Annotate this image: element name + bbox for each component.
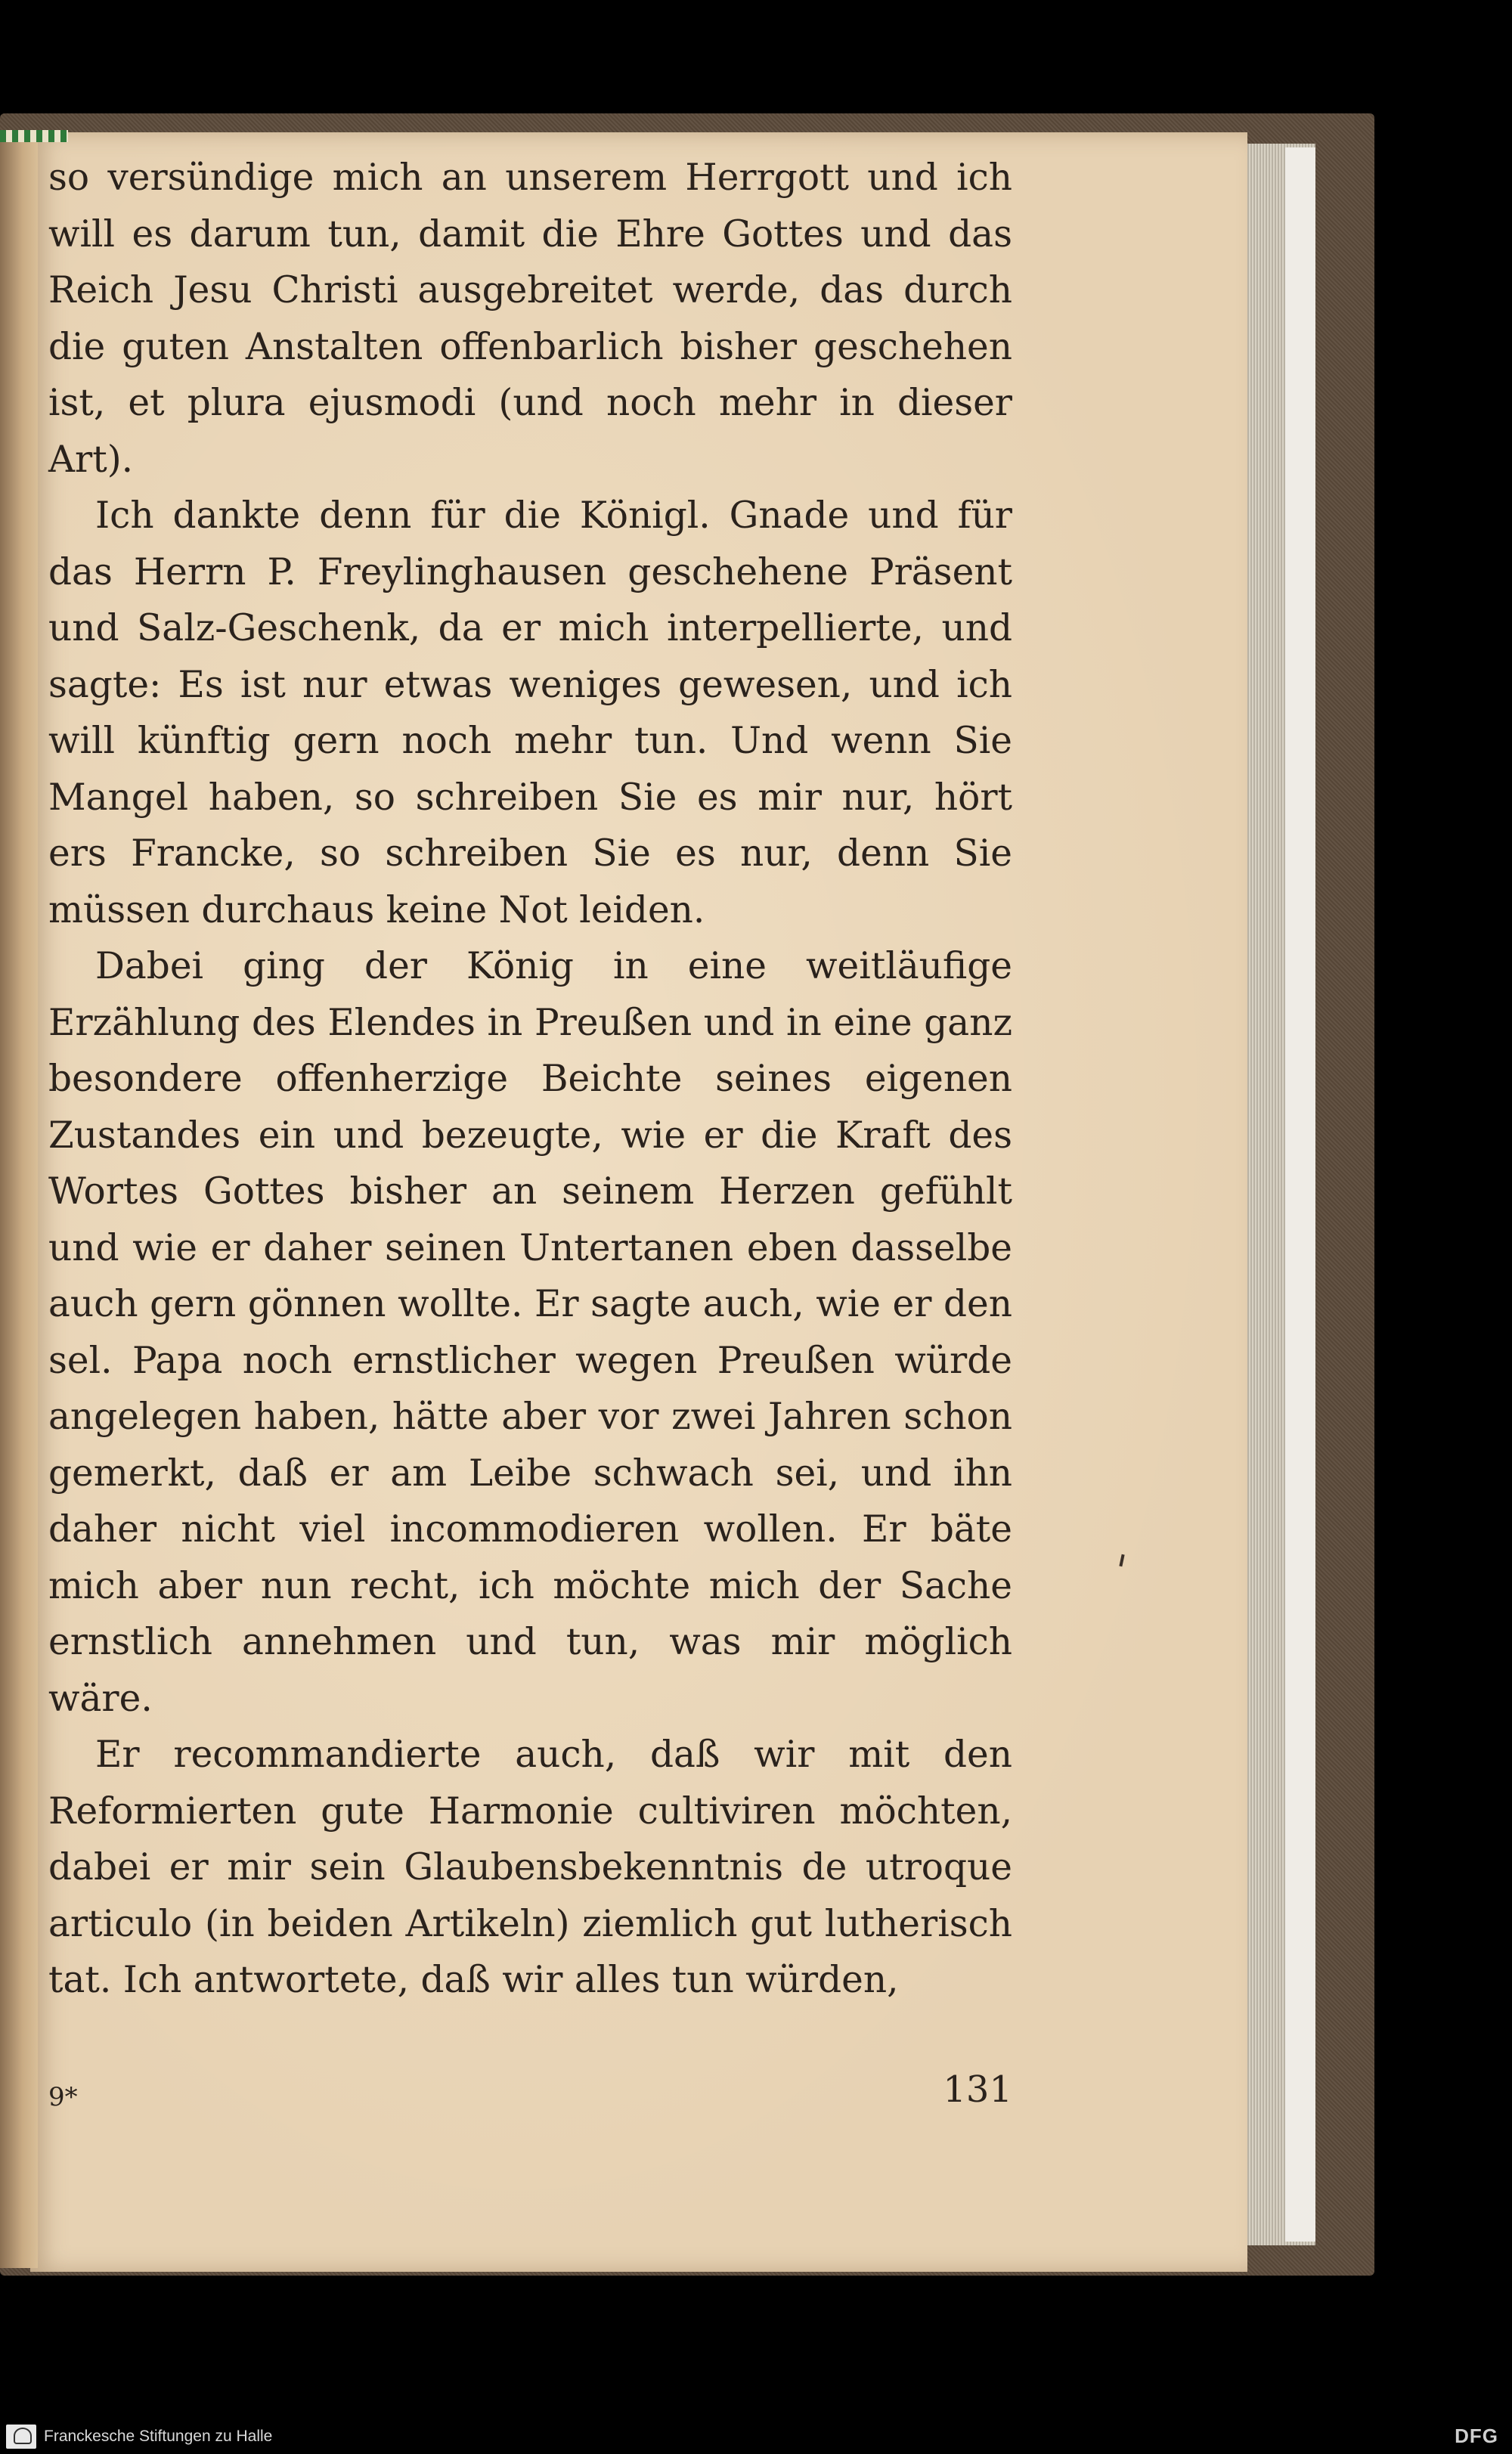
book-gutter	[0, 132, 38, 2268]
dfg-logo: DFG	[1455, 2425, 1498, 2447]
archive-logo-icon	[6, 2425, 36, 2449]
paragraph: so versündige mich an unserem Herrgott und ich will es darum tun, damit die Ehre Gottes und das Reich Jesu Christi ausgebreitet werde, das durch die guten Anstalten offenbarlich bisher geschehen ist, et plura ejusmodi (und noch mehr in dieser Art).	[48, 156, 1012, 481]
page-edges-inner	[1285, 147, 1315, 2242]
paragraph: Dabei ging der König in eine weitläufige Erzählung des Elendes in Preußen und in eine ganz besondere offenherzige Beichte seines eigenen Zustandes ein und bezeugte, wie er die Kraft des Wortes Gottes bisher an seinem Herzen gefühlt und wie er daher seinen Untertanen eben dasselbe auch gern gönnen wollte. Er sagte auch, wie er den sel. Papa noch ernstlicher wegen Preußen würde angelegen haben, hätte aber vor zwei Jahren schon gemerkt, daß er am Leibe schwach sei, und ihn daher nicht viel incommodieren wollen. Er bäte mich aber nun recht, ich möchte mich der Sache ernstlich annehmen und tun, was mir möglich wäre.	[48, 945, 1012, 1720]
paragraph: Er recommandierte auch, daß wir mit den Reformierten gute Harmonie cultiviren möchten, dabei er mir sein Glaubensbekenntnis de utroque articulo (in beiden Artikeln) ziemlich gut lutherisch tat. Ich antwortete, daß wir alles tun würden,	[48, 1734, 1012, 2001]
archive-name: Franckesche Stiftungen zu Halle	[44, 2428, 273, 2445]
page-number: 131	[943, 2068, 1012, 2111]
bookmark-ribbon	[0, 130, 68, 142]
page-text	[48, 150, 1012, 2009]
printer-signature: 9*	[48, 2082, 78, 2112]
page-footer	[48, 2068, 1012, 2114]
archive-footer-bar	[0, 2419, 1512, 2454]
paragraph: Ich dankte denn für die Königl. Gnade und für das Herrn P. Freylinghausen geschehene Präsent und Salz-Geschenk, da er mich interpellierte, und sagte: Es ist nur etwas weniges gewesen, und ich will künftig gern noch mehr tun. Und wenn Sie Mangel haben, so schreiben Sie es mir nur, hört ers Francke, so schreiben Sie es nur, denn Sie müssen durchaus keine Not leiden.	[48, 494, 1012, 931]
